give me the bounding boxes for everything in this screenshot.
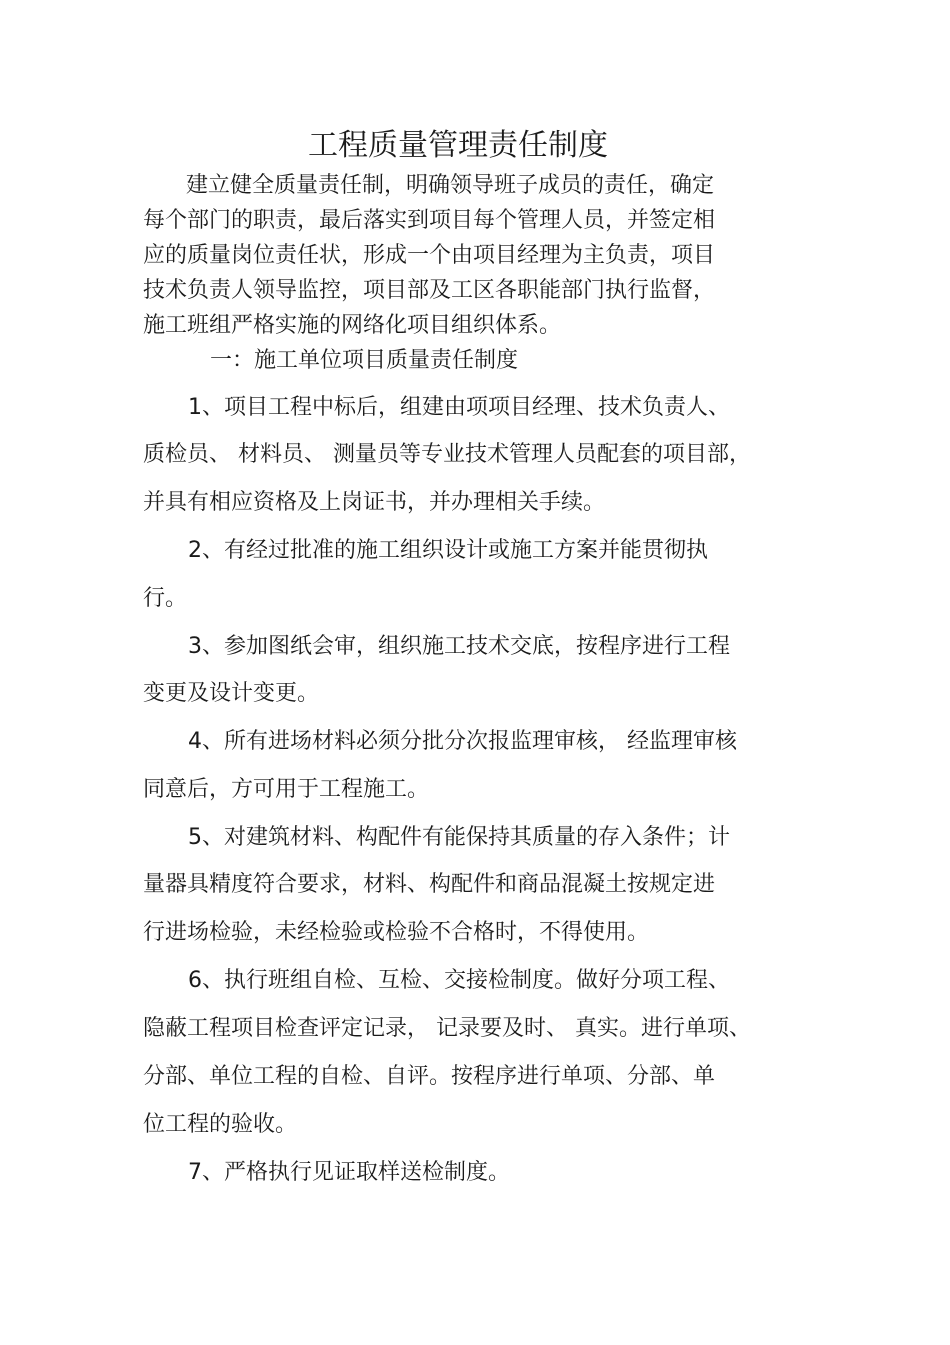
item-line: 1、项目工程中标后，组建由项项目经理、技术负责人、	[188, 395, 730, 420]
item-line: 并具有相应资格及上岗证书，并办理相关手续。	[143, 490, 606, 515]
item-line: 同意后，方可用于工程施工。	[143, 777, 430, 802]
item-line: 3、参加图纸会审，组织施工技术交底，按程序进行工程	[188, 634, 730, 659]
intro-line: 应的质量岗位责任状，形成一个由项目经理为主负责，项目	[143, 243, 716, 268]
item-line: 4、所有进场材料必须分批分次报监理审核， 经监理审核	[188, 729, 737, 754]
intro-line: 每个部门的职责，最后落实到项目每个管理人员，并签定相	[143, 208, 716, 233]
item-line: 6、执行班组自检、互检、交接检制度。做好分项工程、	[188, 968, 730, 993]
intro-line: 施工班组严格实施的网络化项目组织体系。	[143, 313, 562, 338]
item-line: 行进场检验，未经检验或检验不合格时，不得使用。	[143, 920, 650, 945]
intro-line: 建立健全质量责任制，明确领导班子成员的责任，确定	[186, 173, 715, 198]
item-line: 质检员、 材料员、 测量员等专业技术管理人员配套的项目部，	[143, 442, 751, 467]
item-line: 位工程的验收。	[143, 1112, 298, 1137]
section-heading: 一：施工单位项目质量责任制度	[210, 348, 519, 373]
item-line: 行。	[143, 586, 188, 611]
item-line: 5、对建筑材料、构配件有能保持其质量的存入条件；计	[188, 825, 730, 850]
intro-line: 技术负责人领导监控，项目部及工区各职能部门执行监督，	[143, 278, 716, 303]
item-line: 隐蔽工程项目检查评定记录， 记录要及时、 真实。进行单项、	[143, 1016, 751, 1041]
item-line: 变更及设计变更。	[143, 681, 320, 706]
document-title: 工程质量管理责任制度	[308, 128, 608, 163]
item-line: 分部、单位工程的自检、自评。按程序进行单项、分部、单	[143, 1064, 716, 1089]
item-line: 7、严格执行见证取样送检制度。	[188, 1160, 510, 1185]
item-line: 量器具精度符合要求，材料、构配件和商品混凝土按规定进	[143, 872, 716, 897]
item-line: 2、有经过批准的施工组织设计或施工方案并能贯彻执	[188, 538, 708, 563]
